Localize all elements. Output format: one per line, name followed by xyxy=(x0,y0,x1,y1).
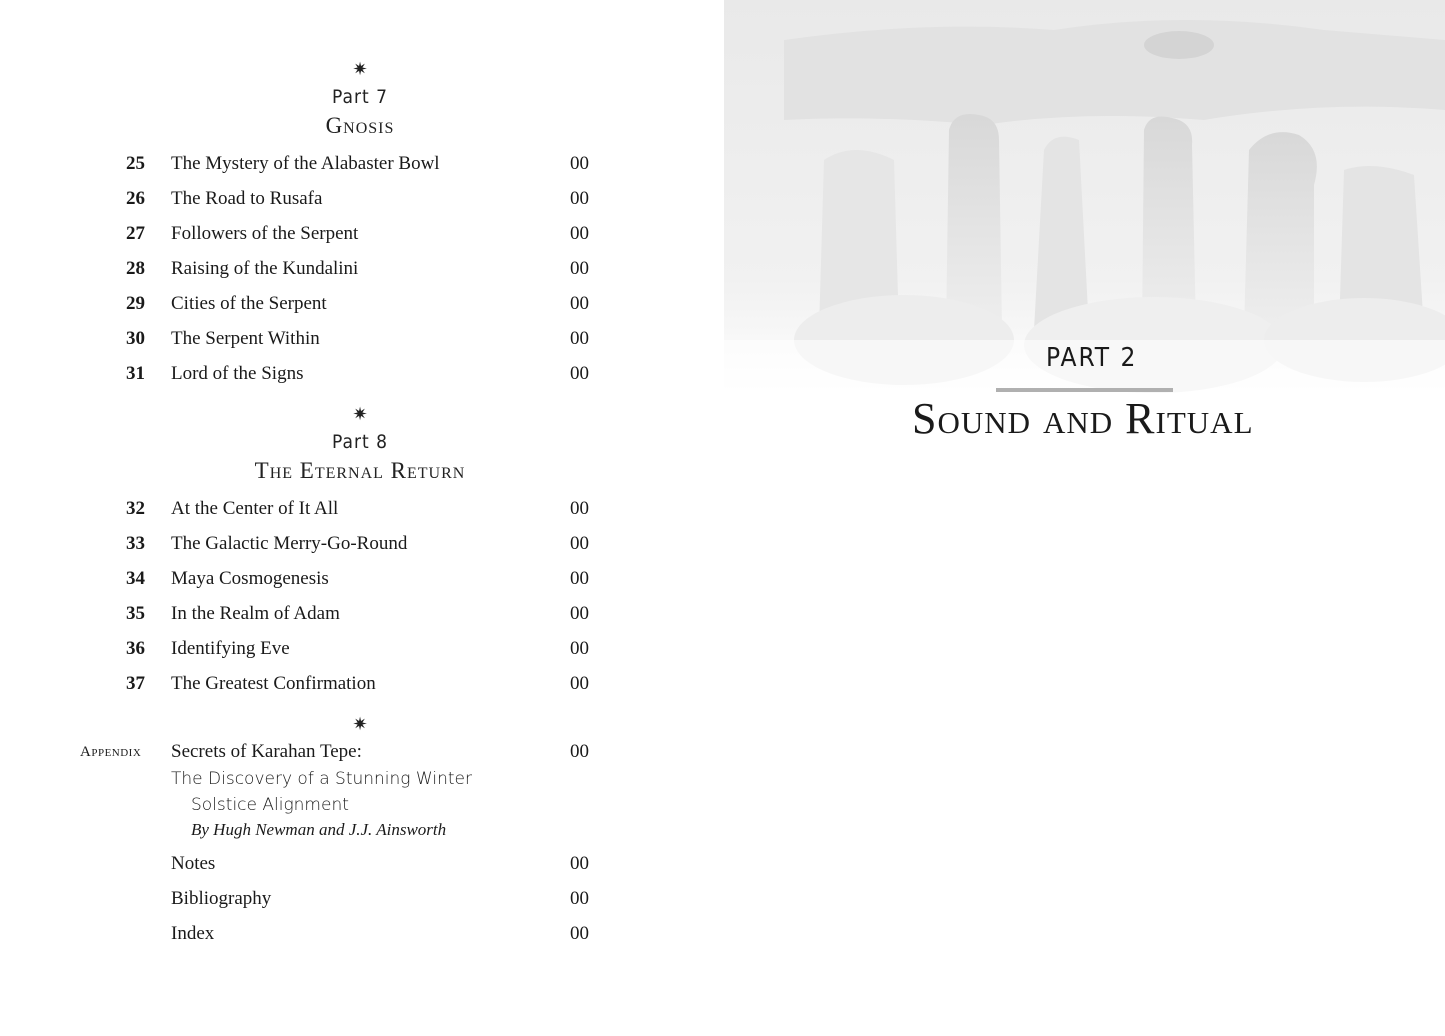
toc-entry[interactable] xyxy=(0,638,720,668)
toc-entry-index[interactable] xyxy=(0,923,720,953)
chapter-title: The Serpent Within xyxy=(171,328,320,349)
part-title: Sound and Ritual xyxy=(912,394,1254,443)
page-number: 00 xyxy=(570,533,589,554)
toc-entry[interactable] xyxy=(0,673,720,703)
chapter-number: 30 xyxy=(126,328,145,349)
toc-entry[interactable] xyxy=(0,223,720,253)
chapter-title: The Mystery of the Alabaster Bowl xyxy=(171,153,440,174)
chapter-number: 37 xyxy=(126,673,145,694)
toc-entry[interactable] xyxy=(0,533,720,563)
page-number: 00 xyxy=(570,223,589,244)
part8-label: Part 8 xyxy=(332,431,388,453)
page-number: 00 xyxy=(570,638,589,659)
chapter-number: 29 xyxy=(126,293,145,314)
appendix-label: Appendix xyxy=(80,744,142,760)
chapter-number: 28 xyxy=(126,258,145,279)
page-number: 00 xyxy=(570,888,589,909)
part7-ornament-icon: ✷ xyxy=(352,59,368,79)
page-number: 00 xyxy=(570,673,589,694)
toc-entry[interactable] xyxy=(0,293,720,323)
appendix-title-line3: Solstice Alignment xyxy=(191,795,349,815)
toc-entry[interactable] xyxy=(0,603,720,633)
chapter-title: Followers of the Serpent xyxy=(171,223,359,244)
page-number: 00 xyxy=(570,328,589,349)
appendix-byline: By Hugh Newman and J.J. Ainsworth xyxy=(191,820,447,839)
part8-title: The Eternal Return xyxy=(254,458,466,483)
page-number: 00 xyxy=(570,853,589,874)
appendix-ornament-icon: ✷ xyxy=(352,714,368,734)
chapter-title: At the Center of It All xyxy=(171,498,339,519)
appendix-title-line2: The Discovery of a Stunning Winter xyxy=(171,769,472,789)
chapter-number: 31 xyxy=(126,363,145,384)
chapter-title: Raising of the Kundalini xyxy=(171,258,359,279)
chapter-title: Identifying Eve xyxy=(171,638,290,659)
divider-rule xyxy=(996,388,1173,392)
chapter-number: 25 xyxy=(126,153,145,174)
chapter-number: 32 xyxy=(126,498,145,519)
page-number: 00 xyxy=(570,923,589,944)
chapter-number: 35 xyxy=(126,603,145,624)
part7-title: Gnosis xyxy=(325,113,395,138)
toc-entry[interactable] xyxy=(0,568,720,598)
toc-entry[interactable] xyxy=(0,328,720,358)
chapter-title: The Galactic Merry-Go-Round xyxy=(171,533,408,554)
appendix-page-number: 00 xyxy=(570,741,589,762)
page-number: 00 xyxy=(570,603,589,624)
chapter-title: In the Realm of Adam xyxy=(171,603,340,624)
toc-entry[interactable] xyxy=(0,258,720,288)
chapter-title: Cities of the Serpent xyxy=(171,293,327,314)
page-number: 00 xyxy=(570,258,589,279)
back-matter-title: Notes xyxy=(171,853,216,874)
toc-entry-notes[interactable] xyxy=(0,853,720,883)
page-number: 00 xyxy=(570,498,589,519)
toc-entry[interactable] xyxy=(0,498,720,528)
back-matter-title: Index xyxy=(171,923,215,944)
page-number: 00 xyxy=(570,363,589,384)
toc-entry[interactable] xyxy=(0,363,720,393)
page-number: 00 xyxy=(570,293,589,314)
stone-pillars-photo xyxy=(724,0,1445,400)
right-page-part-opener: PART 2 Sound and Ritual xyxy=(724,0,1445,1036)
chapter-title: Lord of the Signs xyxy=(171,363,304,384)
chapter-title: The Road to Rusafa xyxy=(171,188,323,209)
page-number: 00 xyxy=(570,568,589,589)
chapter-number: 34 xyxy=(126,568,145,589)
part8-ornament-icon: ✷ xyxy=(352,404,368,424)
page-number: 00 xyxy=(570,188,589,209)
part7-label: Part 7 xyxy=(332,86,388,108)
chapter-number: 27 xyxy=(126,223,145,244)
page-number: 00 xyxy=(570,153,589,174)
chapter-number: 33 xyxy=(126,533,145,554)
toc-entry[interactable] xyxy=(0,153,720,183)
back-matter-title: Bibliography xyxy=(171,888,272,909)
toc-entry[interactable] xyxy=(0,188,720,218)
chapter-title: Maya Cosmogenesis xyxy=(171,568,329,589)
chapter-number: 26 xyxy=(126,188,145,209)
chapter-title: The Greatest Confirmation xyxy=(171,673,376,694)
chapter-number: 36 xyxy=(126,638,145,659)
toc-entry-bibliography[interactable] xyxy=(0,888,720,918)
appendix-title-line1[interactable]: Secrets of Karahan Tepe: xyxy=(171,741,362,762)
